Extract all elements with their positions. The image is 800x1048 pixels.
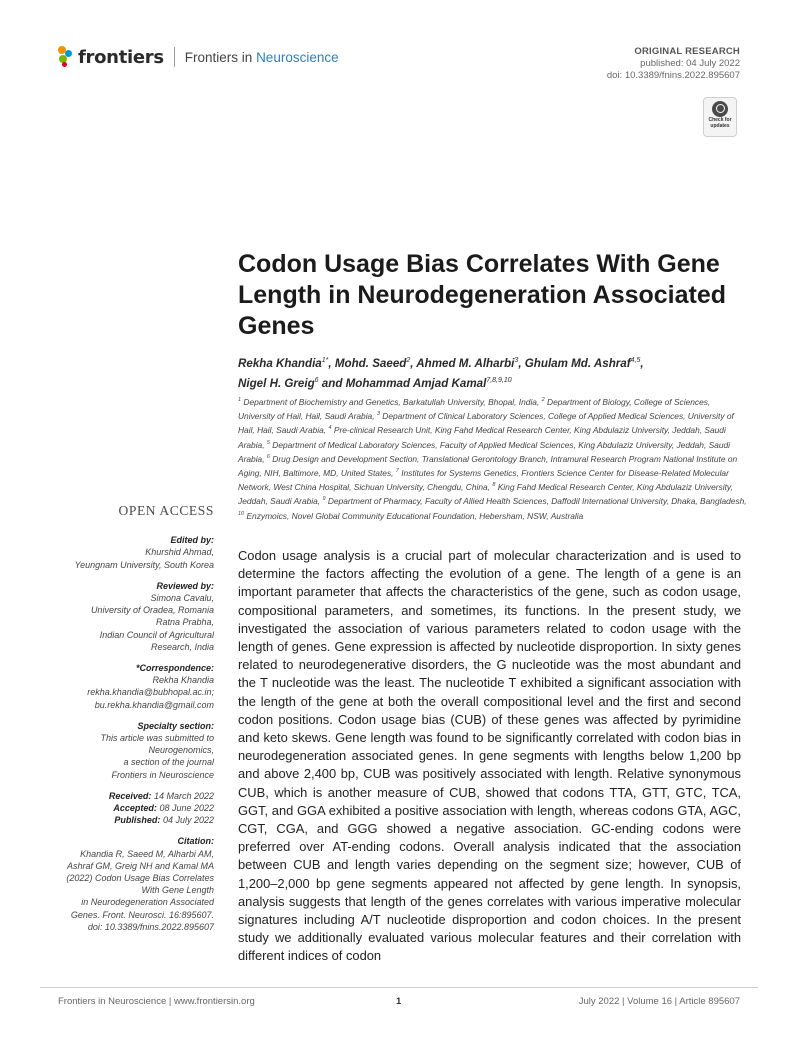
article-title: Codon Usage Bias Correlates With Gene Length in Neurodegeneration Associated Genes (238, 250, 727, 340)
correspondence-email[interactable]: rekha.khandia@bubhopal.ac.in; (87, 687, 214, 698)
footer-issue-info: July 2022 | Volume 16 | Article 895607 (578, 996, 740, 1007)
author[interactable]: Ghulam Md. Ashraf (524, 356, 631, 370)
author[interactable]: Nigel H. Greig (238, 376, 315, 390)
author-list: Rekha Khandia$^{1*}$, Mohd. Saeed$^2$, Ahmed M. Alharbi$^3$, Ghulam Md. Ashraf$^{4,5}$, Nigel H. Greig$^6$ and Mohammad Amjad Kamal$^{7,8,9,10}$ (238, 356, 644, 390)
article-type: ORIGINAL RESEARCH (634, 46, 740, 57)
open-access-label: OPEN ACCESS (118, 503, 214, 518)
journal-name: Frontiers in Neuroscience (184, 49, 339, 65)
footer-journal-link[interactable]: Frontiers in Neuroscience | www.frontiersin.org (58, 996, 255, 1007)
specialty-section-block: Specialty section: This article was submitted to Neurogenomics, a section of the journal Frontiers in Neuroscience (100, 720, 214, 780)
check-updates-line1: Check for (708, 117, 732, 123)
page-number: 1 (396, 996, 402, 1007)
brand-name: frontiers (78, 46, 164, 68)
reviewed-by-block: Reviewed by: Simona Cavalu, University of Oradea, Romania Ratna Prabha, Indian Council of Agricultural Research, India (90, 580, 214, 652)
footer-divider (40, 987, 758, 988)
check-for-updates-badge[interactable] (703, 97, 737, 137)
check-updates-icon (712, 101, 728, 117)
author[interactable]: Mohammad Amjad Kamal (345, 376, 487, 390)
author[interactable]: Mohd. Saeed (334, 356, 407, 370)
abstract-text: Codon usage analysis is a crucial part of molecular characterization and is used to determine the factors affecting the evolution of a gene. The length of a gene is an important parameter that affects the characteristics of the gene, such as codon usage, compositional parameters, and sometimes, its functions. In the present study, we investigated the association of various parameters related to codon usage with the length of genes. Gene expression is affected by nucleotide disproportion. In sixty genes related to neurodegenerative disorders, the G nucleotide was the most abundant and the T nucleotide was the least. The nucleotide T exhibited a significant association with the length of the gene at both the overall compositional level and the first and second codon positions. Codon usage bias (CUB) of these genes was affected by pyrimidine and keto skews. Gene length was found to be significantly correlated with codon bias in neurodegeneration associated genes. In gene segments with lengths below 1,200 bp and above 2,400 bp, CUB was positively associated with length. Relative synonymous CUB, which is another measure of CUB, showed that codons TTA, GTT, GTC, TCA, GGT, and GGA exhibited a positive association with length, whereas codons GTA, AGC, CGT, CGA, and GGG showed a negative association. GC-ending codons were preferred over AT-ending codons. Overall analysis indicated that the association between CUB and length varies depending on the segment size; however, CUB of 1,200–2,000 bp gene segments appeared not affected by gene length. In synopsis, analysis suggests that length of the genes correlates with various imperative molecular signatures including A/T nucleotide disproportion and codon choices. In the present study we additionally evaluated various molecular features and their correlation with different indices of codon (238, 548, 741, 964)
article-doi[interactable]: doi: 10.3389/fnins.2022.895607 (606, 70, 740, 81)
citation-block: Citation: Khandia R, Saeed M, Alharbi AM, Ashraf GM, Greig NH and Kamal MA (2022) Codon Usage Bias Correlates With Gene Length in Neurodegeneration Associated Genes. Front. Neurosci. 16:895607. doi: 10.3389/fnins.2022.895607 (40, 835, 214, 933)
correspondence-block: *Correspondence: Rekha Khandia rekha.khandia@bubhopal.ac.in; bu.rekha.khandia@gmail.com (40, 662, 214, 711)
article-meta (607, 46, 740, 82)
logo-divider (174, 47, 175, 67)
citation-doi[interactable]: doi: 10.3389/fnins.2022.895607 (87, 921, 214, 932)
check-updates-line2: updates (710, 122, 730, 129)
frontiers-logo[interactable] (58, 46, 339, 68)
dates-block: Received: 14 March 2022 Accepted: 08 June 2022 Published: 04 July 2022 (108, 790, 214, 826)
author[interactable]: Ahmed M. Alharbi (416, 356, 515, 370)
published-date: published: 04 July 2022 (640, 58, 740, 69)
correspondence-email[interactable]: bu.rekha.khandia@gmail.com (94, 699, 214, 710)
edited-by-block: Edited by: Khurshid Ahmad, Yeungnam University, South Korea (74, 535, 214, 570)
affiliations: $^1$ Department of Biochemistry and Genetics, Barkatullah University, Bhopal, India, $^2$ Department of Biology, College of Sciences, University of Hail, Hail, Saudi Arabia, $^3$ Department of Clinical Laboratory Sciences, College of Applied Medical Sciences, University of Hail, Hail, Saudi Arabia, $^4$ Pre-clinical Research Unit, King Fahd Medical Research Center, King Abdulaziz University, Jeddah, Saudi Arabia, $^5$ Department of Medical Laboratory Sciences, Faculty of Applied Medical Sciences, King Abdulaziz University, Jeddah, Saudi Arabia, $^6$ Drug Design and Development Section, Translational Gerontology Branch, Intramural Research Program National Institute on Aging, NIH, Baltimore, MD, United States, $^7$ Institutes for Systems Genetics, Frontiers Science Center for Disease-Related Molecular Network, West China Hospital, Sichuan University, Chengdu, China, $^8$ King Fahd Medical Research Center, King Abdulaziz University, Jeddah, Saudi Arabia, $^9$ Department of Pharmacy, Faculty of Allied Health Sciences, Daffodil International University, Dhaka, Bangladesh, $^{10}$ Enzymoics, Novel Global Community Educational Foundation, Hebersham, NSW, Australia (238, 396, 747, 521)
article-sidebar (40, 505, 214, 942)
author[interactable]: Rekha Khandia (238, 356, 322, 370)
frontiers-logo-icon (58, 46, 74, 68)
